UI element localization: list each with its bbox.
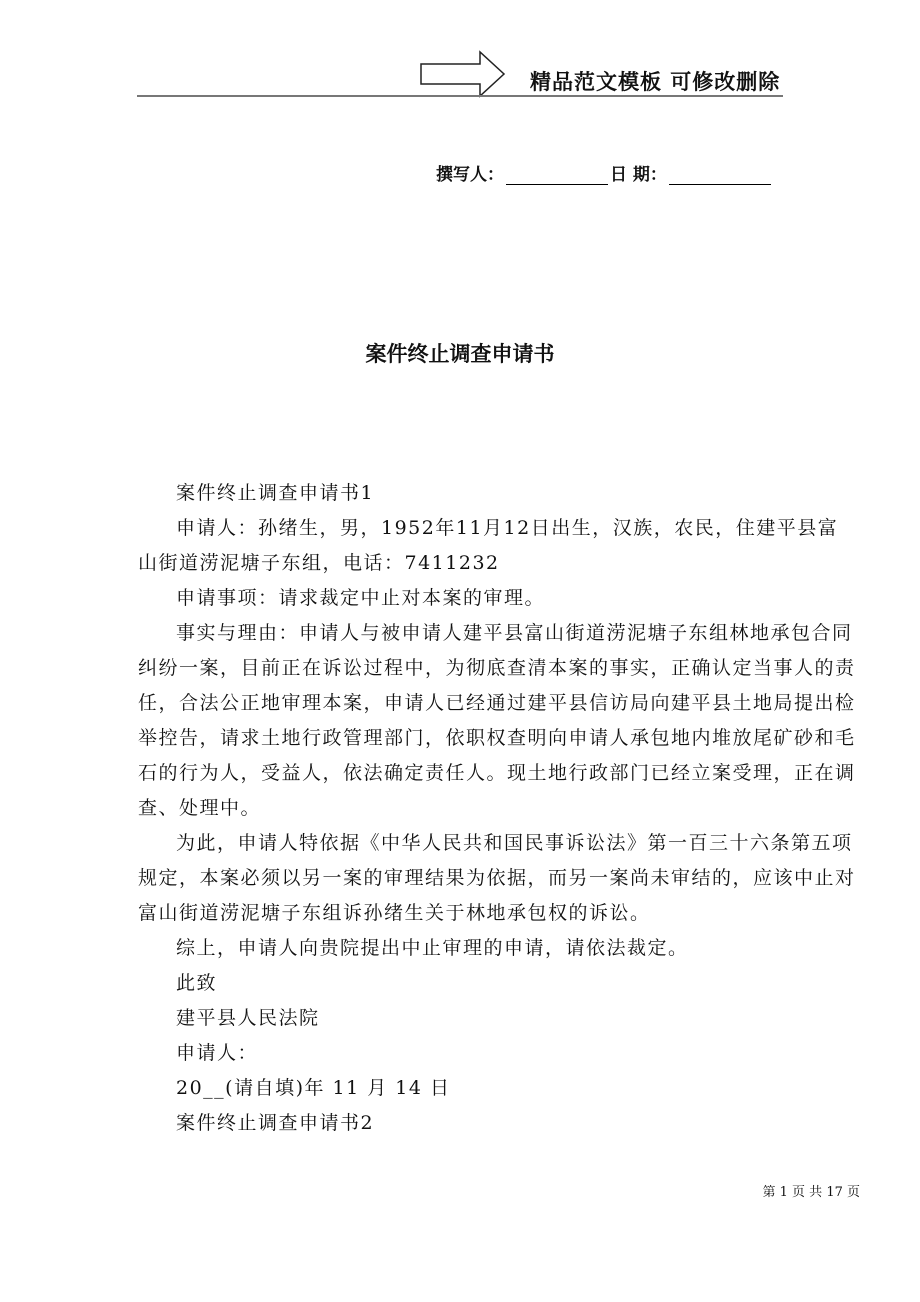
text-line: 石的行为人，受益人，依法确定责任人。现土地行政部门已经立案受理，正在调: [138, 762, 856, 784]
header-banner: 精品范文模板 可修改删除: [530, 70, 781, 94]
arrow-icon: [420, 50, 506, 100]
text-line: 富山街道涝泥塘子东组诉孙绪生关于林地承包权的诉讼。: [138, 902, 651, 924]
page-footer: 第 1 页 共 17 页: [762, 1185, 860, 1200]
header-divider: [137, 95, 783, 97]
text-line: 为此，申请人特依据《中华人民共和国民事诉讼法》第一百三十六条第五项: [176, 832, 853, 854]
text-line: 此致: [176, 972, 218, 994]
text-line: 申请人：孙绪生，男，1952年11月12日出生，汉族，农民，住建平县富: [176, 517, 839, 539]
text-line: 20__(请自填)年 11 月 14 日: [176, 1077, 451, 1099]
text-line: 山街道涝泥塘子东组，电话：7411232: [138, 552, 500, 574]
date-blank: [669, 166, 771, 185]
text-line: 综上，申请人向贵院提出中止审理的申请，请依法裁定。: [176, 937, 689, 959]
text-line: 任，合法公正地审理本案，申请人已经通过建平县信访局向建平县土地局提出检: [138, 692, 856, 714]
writer-label: 撰写人：: [436, 165, 504, 185]
text-line: 建平县人民法院: [176, 1007, 320, 1029]
text-line: 事实与理由：申请人与被申请人建平县富山街道涝泥塘子东组林地承包合同: [176, 622, 853, 644]
text-line: 纠纷一案，目前正在诉讼过程中，为彻底查清本案的事实，正确认定当事人的责: [138, 657, 856, 679]
document-title: 案件终止调查申请书: [365, 342, 555, 366]
text-line: 案件终止调查申请书1: [176, 482, 375, 504]
date-label: 日 期：: [610, 165, 667, 185]
text-line: 查、处理中。: [138, 797, 262, 819]
document-body: [138, 476, 856, 1141]
text-line: 规定，本案必须以另一案的审理结果为依据，而另一案尚未审结的，应该中止对: [138, 867, 856, 889]
writer-date-line: [436, 160, 773, 185]
writer-blank: [506, 166, 608, 185]
text-line: 申请事项：请求裁定中止对本案的审理。: [176, 587, 546, 609]
text-line: 申请人：: [176, 1042, 259, 1064]
text-line: 案件终止调查申请书2: [176, 1112, 375, 1134]
text-line: 举控告，请求土地行政管理部门，依职权查明向申请人承包地内堆放尾矿砂和毛: [138, 727, 856, 749]
